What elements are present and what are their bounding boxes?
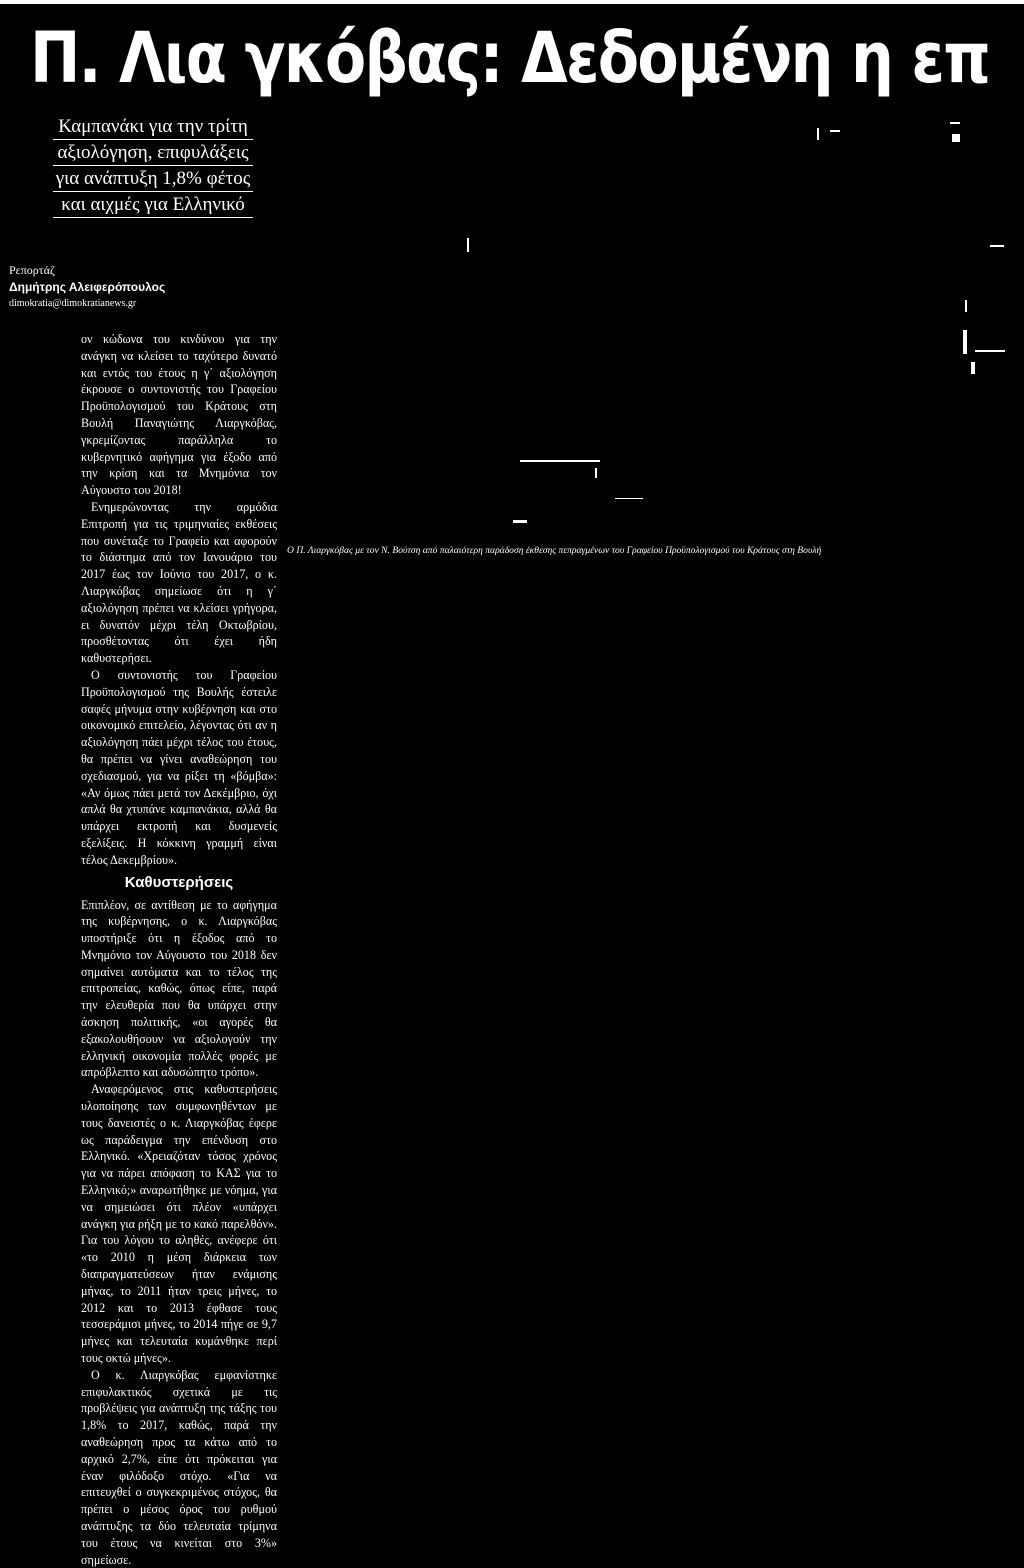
photo-detail <box>965 300 967 312</box>
photo-detail <box>817 128 819 140</box>
photo-detail <box>975 350 1005 352</box>
paragraph: Ο συντονιστής του Γραφείου Προϋπολογισμού της Βουλής έστειλε σαφές μήνυμα στην κυβέρνηση και στο οικονομικό επιτελείο, λέγοντας ότι αν η αξιολόγηση πάει μέχρι τέλος του έτους, θα πρέπει να γίνει αναθεώρηση του σχεδιασμού, για να ρίξει τη «βόμβα»: «Αν όμως πάει μετά τον Δεκέμβριο, όχι απλά θα χτυπάνε καμπανάκια, αλλά θα υπάρχει εκτροπή και δυσμενείς εξελίξεις. Η κόκκινη γραμμή είναι τέλος Δεκεμβρίου». <box>81 667 277 867</box>
top-rule <box>0 0 1024 4</box>
subheadline-line: για ανάπτυξη 1,8% φέτος <box>53 166 253 192</box>
paragraph: Επιπλέον, σε αντίθεση με το αφήγημα της κυβέρνησης, ο κ. Λιαργκόβας υποστήριξε ότι η έξοδος από το Μνημόνιο τον Αύγουστο του 2018 δεν σημαίνει αυτόματα και το τέλος της επιτροπείας, καθώς, όπως είπε, παρά την ελευθερία που θα υπάρχει στην άσκηση πολιτικής, «οι αγορές θα εξακολουθήσουν να αξιολογούν την ελληνική οικονομία πολλές φορές με απρόβλεπτο και αδυσώπητο τρόπο». <box>81 897 277 1080</box>
page-title: Π. Λια γκόβας: Δεδομένη η επ <box>30 17 990 99</box>
byline-label: Ρεπορτάζ <box>9 263 55 277</box>
paragraph: Αναφερόμενος στις καθυστερήσεις υλοποίησης των συμφωνηθέντων με τους δανειστές ο κ. Λιαργκόβας έφερε ως παράδειγμα την επένδυση στο Ελληνικό. «Χρειαζόταν τόσος χρόνος για να πάρει απόφαση το ΚΑΣ για το Ελληνικό;» αναρωτήθηκε με νόημα, για να σημειώσει ότι πλέον «υπάρχει ανάγκη για ρήξη με το κακό παρελθόν». Για του λόγου το αληθές, ανέφερε ότι «το 2010 η μέση διάρκεια των διαπραγματεύσεων ήταν ενάμισης μήνας, το 2011 ήταν τρεις μήνες, το 2012 και το 2013 έφθασε τους τεσσεράμισι μήνες, το 2014 πήγε σε 9,7 μήνες και τελευταία κυμάνθηκε περί τους οκτώ μήνες». <box>81 1082 277 1366</box>
photo-detail <box>963 330 967 354</box>
paragraph: Ενημερώνοντας την αρμόδια Επιτροπή για τις τριμηνιαίες εκθέσεις που συνέταξε το Γραφείο και αφορούν το διάστημα από τον Ιανουάριο του 2017 έως τον Ιούνιο του 2017, ο κ. Λιαργκόβας σημείωσε ότι η γ΄ αξιολόγηση πρέπει να κλείσει γρήγορα, ει δυνατόν μέχρι τέλη Οκτωβρίου, προσθέτοντας ότι έχει ήδη καθυστερήσει. <box>81 499 277 666</box>
photo-detail <box>952 134 960 142</box>
photo-detail <box>595 468 597 478</box>
photo-detail <box>615 498 643 499</box>
photo-detail <box>950 122 960 124</box>
subheadline <box>53 114 253 218</box>
article-body <box>81 331 277 1568</box>
subheadline-line: και αιχμές για Ελληνικό <box>53 192 253 218</box>
paragraph: ον κώδωνα του κινδύνου για την ανάγκη να κλείσει το ταχύτερο δυνατό και εντός του έτους η γ΄ αξιολόγηση έκρουσε ο συντονιστής του Γραφείου Προϋπολογισμού του Κράτους στη Βουλή Παναγιώτης Λιαργκόβας, γκρεμίζοντας παράλληλα το κυβερνητικό αφήγημα για έξοδο από την κρίση και τα Μνημόνια τον Αύγουστο του 2018! <box>81 332 277 498</box>
photo-detail <box>513 520 527 523</box>
section-heading: Καθυστερήσεις <box>124 873 234 891</box>
paragraph: Ο κ. Λιαργκόβας εμφανίστηκε επιφυλακτικός σχετικά με τις προβλέψεις για ανάπτυξη της τάξης του 1,8% το 2017, καθώς, παρά την αναθεώρηση προς τα κάτω από το αρχικό 2,7%, είπε ότι πρόκειται για έναν φιλόδοξο στόχο. «Για να επιτευχθεί ο συγκεκριμένος στόχος, θα πρέπει ο μέσος όρος του ρυθμού ανάπτυξης τα δύο τελευταία τρίμηνα του έτους να κινείται στο 3%» σημείωσε. <box>81 1367 277 1567</box>
byline <box>9 263 259 311</box>
author-name: Δημήτρης Αλειφερόπουλος <box>9 280 166 294</box>
subheadline-line: Καμπανάκι για την τρίτη <box>53 114 253 140</box>
photo-detail <box>520 460 600 462</box>
photo-detail <box>990 245 1004 247</box>
photo-caption: Ο Π. Λιαργκόβας με τον Ν. Βούτση από παλαιότερη παράδοση έκθεσης πεπραγμένων του Γραφείου Προϋπολογισμού του Κράτους στη Βουλή <box>287 545 822 556</box>
photo-detail <box>971 362 975 374</box>
subheadline-line: αξιολόγηση, επιφυλάξεις <box>53 140 253 166</box>
photo-detail <box>467 238 469 252</box>
author-email[interactable]: dimokratia@dimokratianews.gr <box>9 298 137 309</box>
photo-detail <box>830 130 840 132</box>
article-photo <box>285 110 1020 540</box>
